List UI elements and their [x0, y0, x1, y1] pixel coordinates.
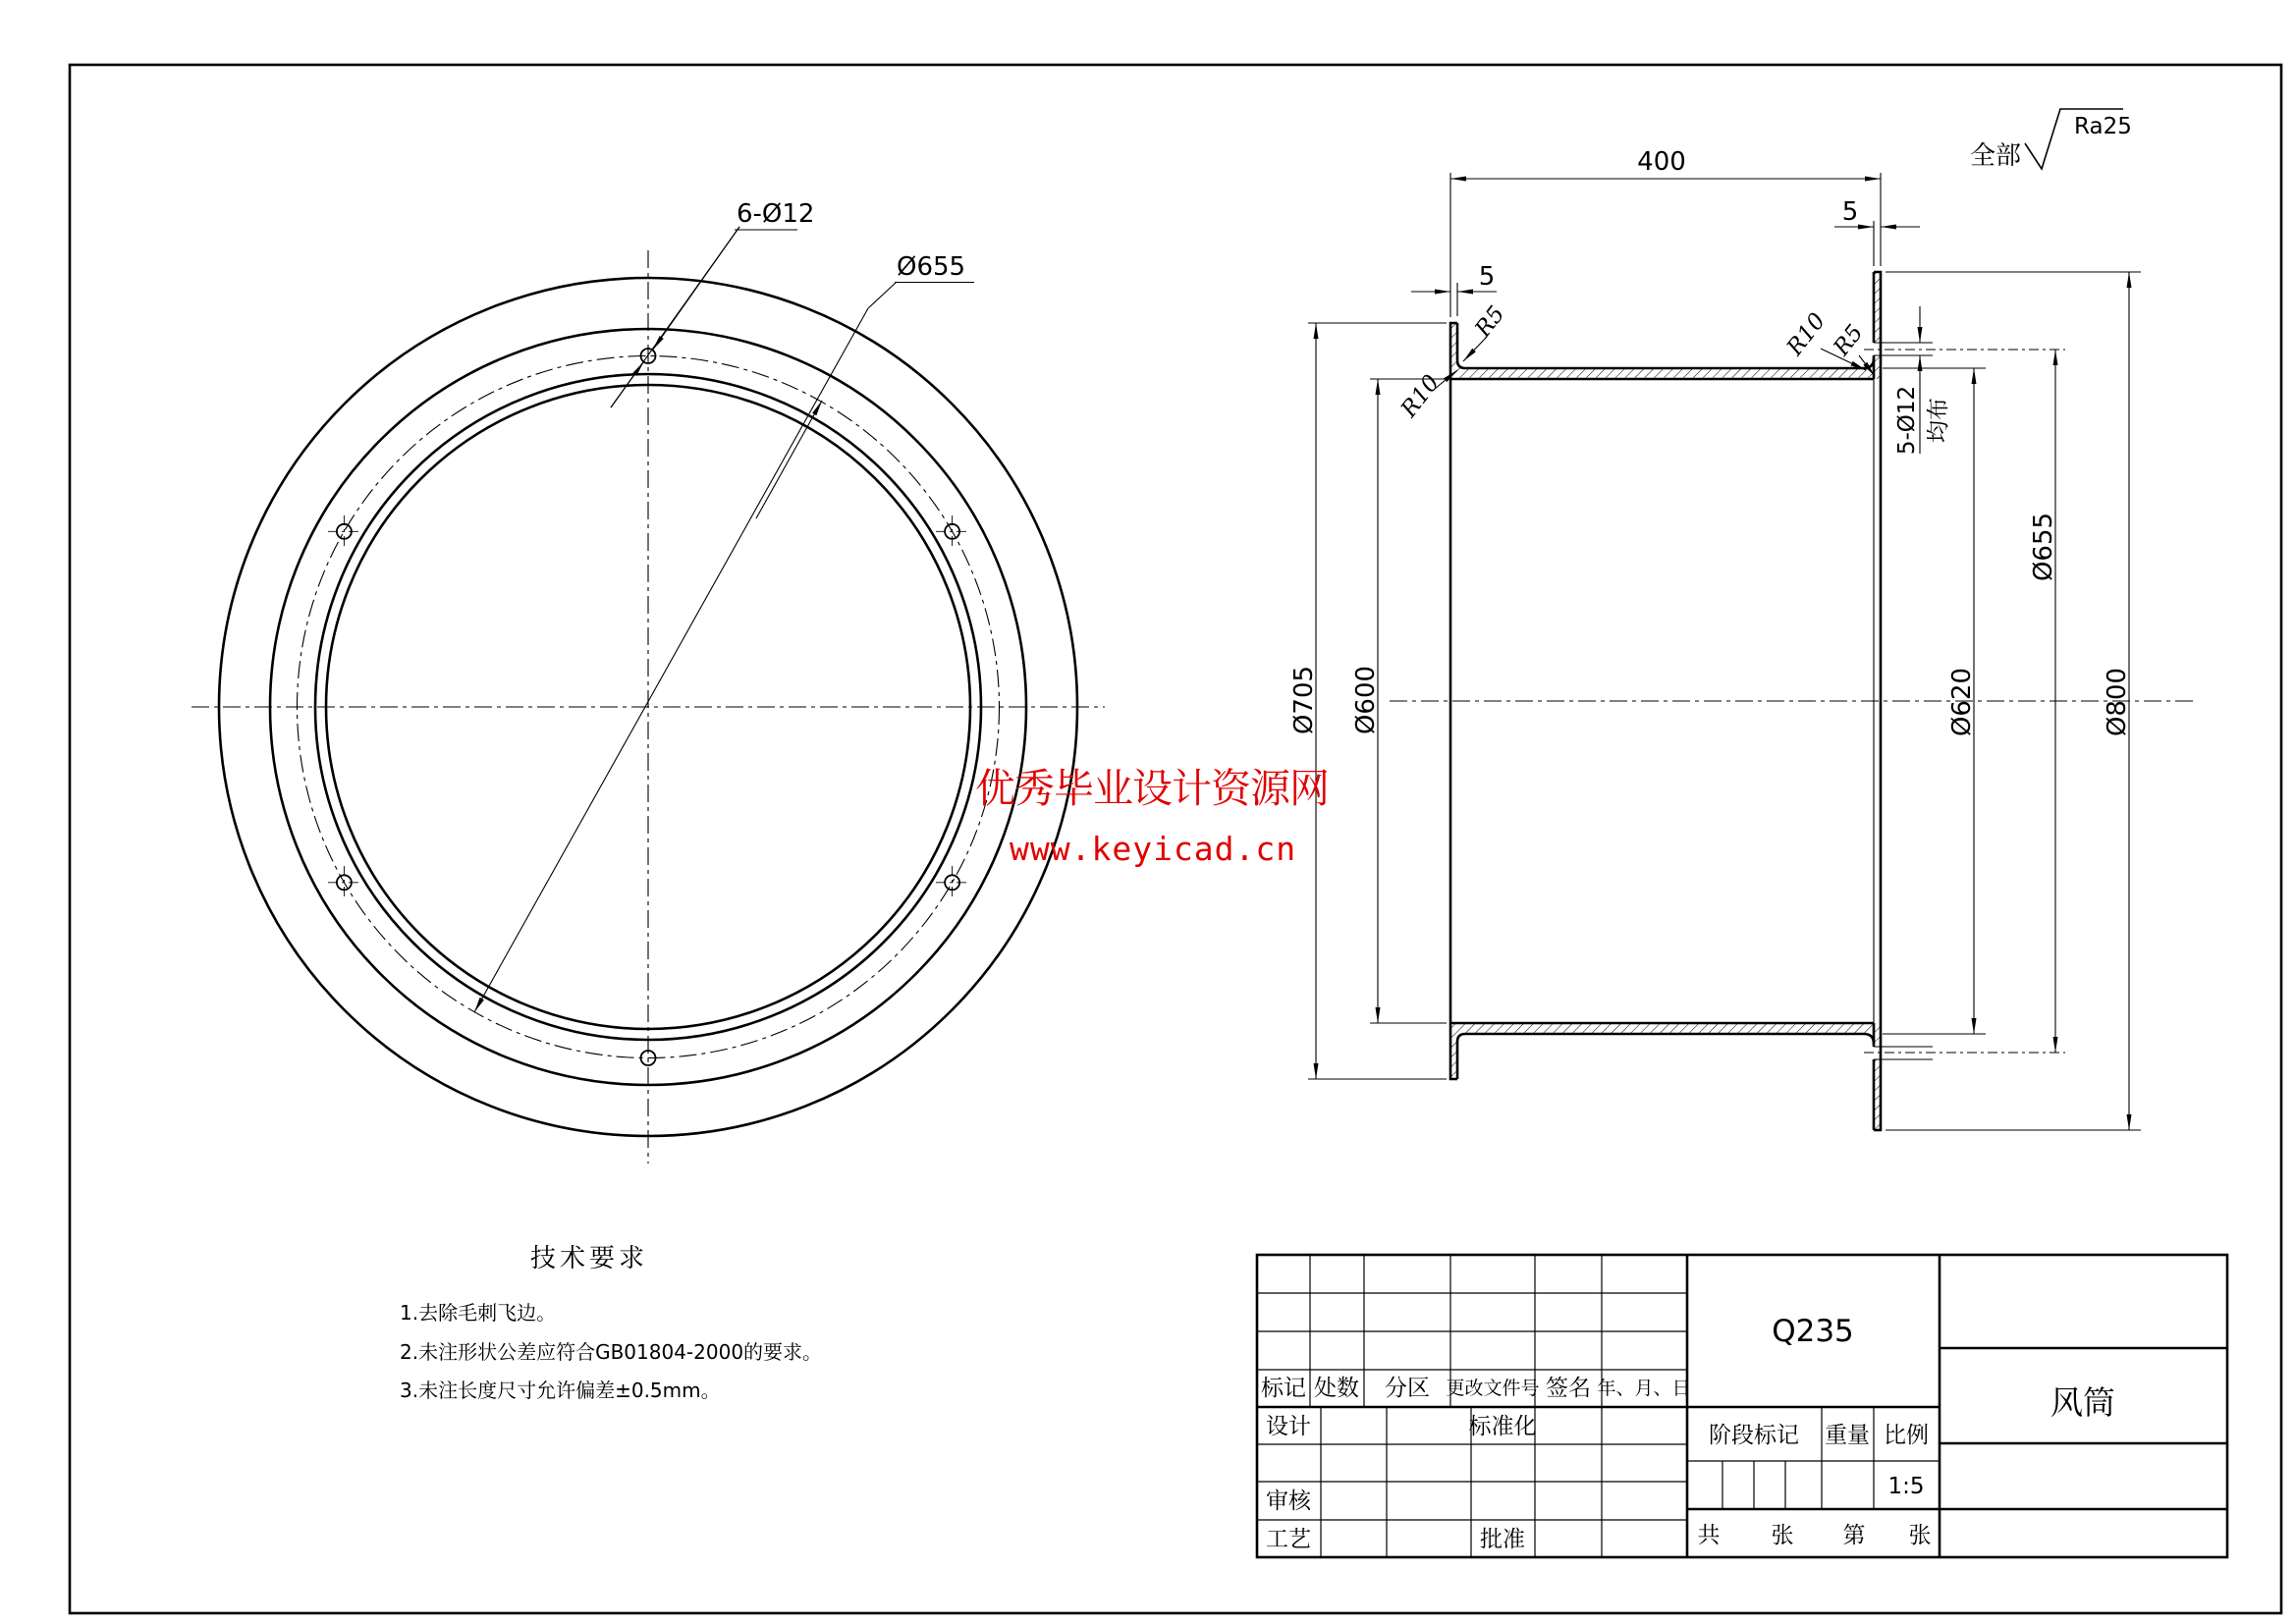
hole-callout — [611, 199, 814, 407]
dim-5-right-label: 5 — [1841, 197, 1859, 227]
rev-header-doc-no: 更改文件号 — [1446, 1378, 1540, 1399]
bolt-circle-label: Ø655 — [897, 252, 966, 282]
part-name: 风筒 — [2050, 1383, 2115, 1422]
r10-right-label: R10 — [1781, 308, 1831, 361]
r5-right-label: R5 — [1829, 320, 1869, 361]
rev-header-signature: 签名 — [1546, 1376, 1591, 1401]
dim-400 — [1450, 147, 1881, 317]
holes-note-label: 均布 — [1926, 398, 1951, 443]
weight-label: 重量 — [1825, 1423, 1870, 1448]
dim-655-label: Ø655 — [2029, 512, 2058, 582]
tech-requirement-item: 3.未注长度尺寸允许偏差±0.5mm。 — [400, 1379, 721, 1402]
watermark-line2: www.keyicad.cn — [1010, 830, 1297, 868]
surface-finish-note — [1970, 109, 2132, 171]
scale-value: 1:5 — [1887, 1474, 1925, 1499]
tech-requirement-item: 2.未注形状公差应符合GB01804-2000的要求。 — [400, 1340, 823, 1364]
sheet-total-prefix: 共 — [1697, 1523, 1721, 1548]
hole-callout-label: 6-Ø12 — [737, 199, 815, 229]
title-block — [1257, 1255, 2227, 1557]
dim-holes — [1894, 306, 1951, 455]
tech-requirement-item: 1.去除毛刺飞边。 — [400, 1301, 557, 1325]
scale-label: 比例 — [1884, 1423, 1929, 1448]
rev-header-zone: 分区 — [1385, 1376, 1430, 1401]
dim-620-label: Ø620 — [1947, 667, 1977, 737]
dim-400-label: 400 — [1637, 147, 1686, 177]
material-value: Q235 — [1772, 1314, 1854, 1349]
tech-requirements — [400, 1244, 822, 1402]
role-standardize: 标准化 — [1468, 1414, 1537, 1439]
dim-5-left-label: 5 — [1478, 262, 1496, 292]
section-view — [1289, 147, 2195, 1130]
watermark — [975, 765, 1329, 868]
fillet-callouts — [1395, 301, 1875, 423]
roughness-value: Ra25 — [2074, 114, 2132, 139]
dim-600-label: Ø600 — [1351, 665, 1381, 735]
dim-5-right — [1834, 197, 1920, 266]
holes-callout-label: 5-Ø12 — [1894, 385, 1920, 456]
sheet-no-prefix: 第 — [1842, 1523, 1866, 1548]
sheet-no-suffix: 张 — [1908, 1523, 1932, 1548]
role-check: 审核 — [1266, 1488, 1311, 1514]
rev-header-date: 年、月、日 — [1597, 1378, 1691, 1399]
surface-scope-label: 全部 — [1970, 141, 2022, 171]
watermark-line1: 优秀毕业设计资源网 — [975, 765, 1329, 812]
tech-requirements-title: 技术要求 — [530, 1244, 649, 1273]
dim-705-label: Ø705 — [1289, 665, 1319, 735]
r10-left-label: R10 — [1395, 370, 1446, 423]
dim-800-label: Ø800 — [2103, 667, 2132, 737]
rev-header-count: 处数 — [1314, 1376, 1359, 1401]
rev-header-mark: 标记 — [1261, 1376, 1306, 1401]
stage-mark-label: 阶段标记 — [1709, 1423, 1799, 1448]
role-design: 设计 — [1266, 1414, 1311, 1439]
role-process: 工艺 — [1266, 1527, 1311, 1552]
r5-left-label: R5 — [1470, 301, 1510, 343]
role-approve: 批准 — [1480, 1527, 1525, 1552]
sheet-total-suffix: 张 — [1771, 1523, 1794, 1548]
bolt-circle-callout — [474, 252, 974, 1012]
front-view — [191, 199, 1105, 1163]
